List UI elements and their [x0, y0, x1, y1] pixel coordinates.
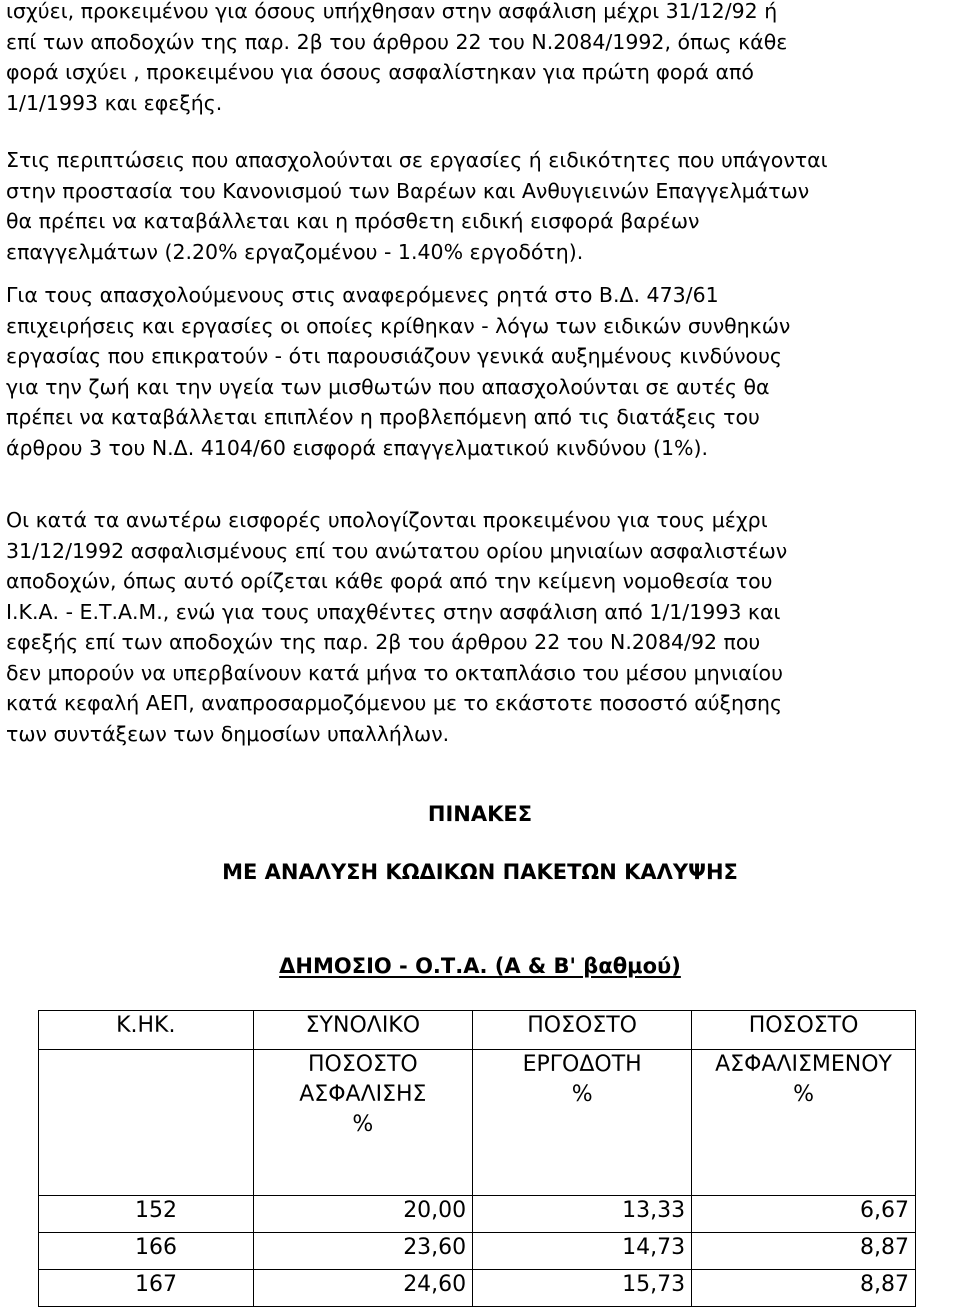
text-line: αποδοχών, όπως αυτό ορίζεται κάθε φορά από την κείμενη νομοθεσία του — [6, 569, 773, 593]
text-line: εργασίας που επικρατούν - ότι παρουσιάζουν γενικά αυξημένους κινδύνους — [6, 344, 782, 368]
cell-insured: 8,87 — [692, 1270, 916, 1307]
text-line: άρθρου 3 του Ν.Δ. 4104/60 εισφορά επαγγελματικού κινδύνου (1%). — [6, 435, 709, 460]
text-line: εφεξής επί των αποδοχών της παρ. 2β του άρθρου 22 του Ν.2084/92 που — [6, 630, 761, 654]
header-insured: ΠΟΣΟΣΤΟ — [692, 1011, 916, 1050]
subheader-insured — [692, 1050, 916, 1196]
table-row — [39, 1233, 916, 1270]
text-line: επαγγελμάτων (2.20% εργαζομένου - 1.40% εργοδότη). — [6, 239, 584, 264]
text-line: πρέπει να καταβάλλεται επιπλέον η προβλεπόμενη από τις διατάξεις του — [6, 405, 760, 429]
text-line: Στις περιπτώσεις που απασχολούνται σε εργασίες ή ειδικότητες που υπάγονται — [6, 148, 828, 172]
text-line: για την ζωή και την υγεία των μισθωτών που απασχολούνται σε αυτές θα — [6, 374, 770, 399]
paragraph-occupational-risk — [6, 280, 954, 463]
text-line: φορά ισχύει , προκειμένου για όσους ασφαλίστηκαν για πρώτη φορά από — [6, 60, 754, 84]
header-employer: ΠΟΣΟΣΤΟ — [473, 1011, 692, 1050]
text-line: Ι.Κ.Α. - Ε.Τ.Α.Μ., ενώ για τους υπαχθέντες στην ασφάλιση από 1/1/1993 και — [6, 599, 781, 624]
table-header-row — [39, 1011, 916, 1050]
heading-public-sector: ΔΗΜΟΣΙΟ - Ο.Τ.Α. (Α & Β' βαθμού) — [279, 954, 681, 978]
text-line: 31/12/1992 ασφαλισμένους επί του ανώτατου ορίου μηνιαίων ασφαλιστέων — [6, 538, 788, 563]
text-line: κατά κεφαλή ΑΕΠ, αναπροσαρμοζόμενου με το εκάστοτε ποσοστό αύξησης — [6, 691, 783, 715]
text-line: Οι κατά τα ανωτέρω εισφορές υπολογίζονται προκειμένου για τους μέχρι — [6, 508, 768, 532]
cell-total: 24,60 — [253, 1270, 473, 1307]
subheader-code-empty — [39, 1050, 254, 1196]
text-line: 1/1/1993 και εφεξής. — [6, 90, 223, 115]
cell-insured: 8,87 — [692, 1233, 916, 1270]
cell-employer: 15,73 — [473, 1270, 692, 1307]
subheader-text: % — [571, 1082, 593, 1107]
cell-code: 152 — [39, 1196, 254, 1233]
heading-tables: ΠΙΝΑΚΕΣ — [427, 802, 533, 826]
cell-insured: 6,67 — [692, 1196, 916, 1233]
subheader-text: ΑΣΦΑΛΙΣΜΕΝΟΥ — [715, 1052, 892, 1077]
table-subheader-row — [39, 1050, 916, 1196]
subheader-employer — [473, 1050, 692, 1196]
text-line: των συντάξεων των δημοσίων υπαλλήλων. — [6, 721, 450, 746]
cell-code: 166 — [39, 1233, 254, 1270]
cell-code: 167 — [39, 1270, 254, 1307]
text-line: επιχειρήσεις και εργασίες οι οποίες κρίθηκαν - λόγω των ειδικών συνθηκών — [6, 313, 791, 338]
subheader-text: ΑΣΦΑΛΙΣΗΣ — [299, 1082, 427, 1107]
table-row — [39, 1270, 916, 1307]
paragraph-heavy-occupations — [6, 145, 954, 267]
contribution-rates-table — [38, 1010, 916, 1307]
subheader-total — [253, 1050, 473, 1196]
text-line: επί των αποδοχών της παρ. 2β του άρθρου 22 του Ν.2084/1992, όπως κάθε — [6, 29, 788, 54]
text-line: θα πρέπει να καταβάλλεται και η πρόσθετη ειδική εισφορά βαρέων — [6, 209, 700, 233]
text-line: ισχύει, προκειμένου για όσους υπήχθησαν στην ασφάλιση μέχρι 31/12/92 ή — [6, 0, 778, 23]
header-total: ΣΥΝΟΛΙΚΟ — [253, 1011, 473, 1050]
table-row — [39, 1196, 916, 1233]
subheader-text: % — [352, 1112, 374, 1137]
subheader-text: ΕΡΓΟΔΟΤΗ — [522, 1052, 642, 1077]
subheader-text: ΠΟΣΟΣΤΟ — [307, 1052, 418, 1077]
cell-total: 23,60 — [253, 1233, 473, 1270]
header-code: Κ.ΗΚ. — [39, 1011, 254, 1050]
paragraph-contribution-ceiling — [6, 505, 954, 749]
heading-package-analysis: ΜΕ ΑΝΑΛΥΣΗ ΚΩΔΙΚΩΝ ΠΑΚΕΤΩΝ ΚΑΛΥΨΗΣ — [222, 860, 738, 884]
cell-employer: 14,73 — [473, 1233, 692, 1270]
text-line: στην προστασία του Κανονισμού των Βαρέων και Ανθυγιεινών Επαγγελμάτων — [6, 178, 810, 203]
text-line: δεν μπορούν να υπερβαίνουν κατά μήνα το οκταπλάσιο του μέσου μηνιαίου — [6, 660, 783, 685]
subheader-text: % — [793, 1082, 814, 1107]
cell-total: 20,00 — [253, 1196, 473, 1233]
cell-employer: 13,33 — [473, 1196, 692, 1233]
paragraph-insurance-basis — [6, 0, 954, 118]
text-line: Για τους απασχολούμενους στις αναφερόμενες ρητά στο Β.Δ. 473/61 — [6, 283, 719, 307]
